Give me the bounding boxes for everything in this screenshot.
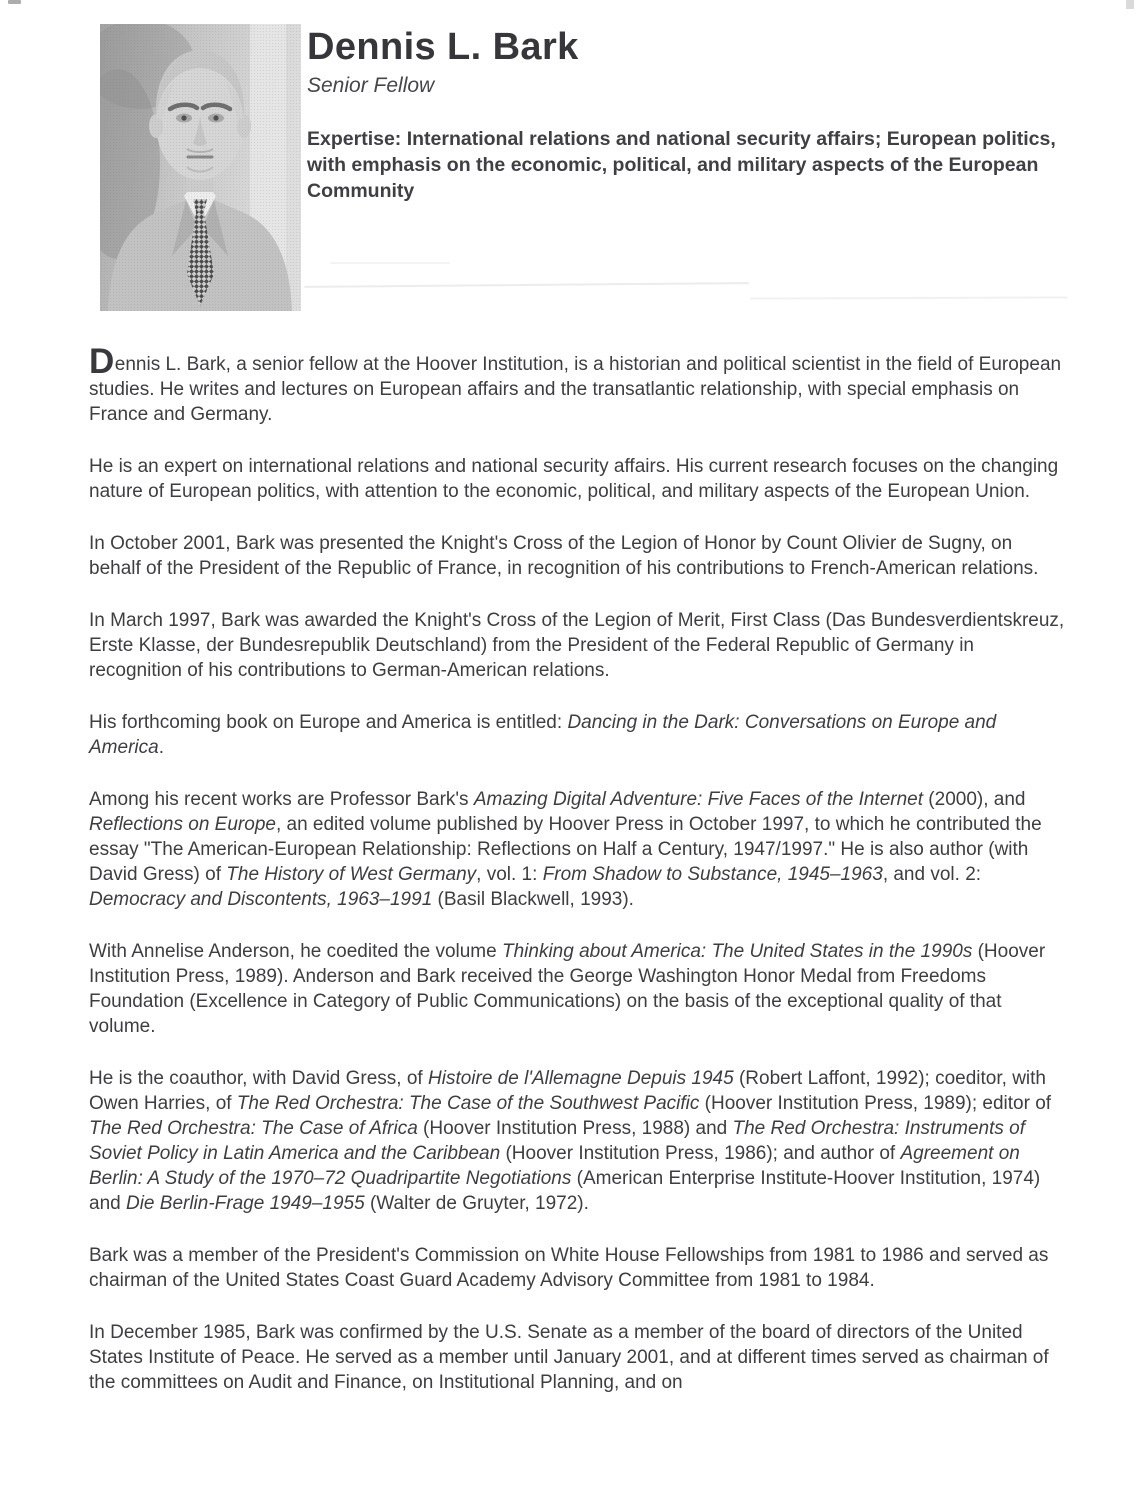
- bio-text-italic: Dancing in the Dark: Conversations on Europe and America: [89, 712, 997, 758]
- bio-paragraphs: [89, 342, 1067, 1395]
- scan-artifact: [1126, 0, 1134, 9]
- bio-text: Bark was a member of the President's Commission on White House Fellowships from 1981 to 1986 and served as chairman of the United States Coast Guard Academy Advisory Committee from 1981 to 1984.: [89, 1245, 1049, 1291]
- bio-text-italic: Histoire de l'Allemagne Depuis 1945: [428, 1068, 734, 1089]
- bio-text: (Hoover Institution Press, 1989). Anderson and Bark received the George Washington Honor Medal from Freedoms Foundation (Excellence in Category of Public Communications) on the basis of the exceptional quality of that volume.: [89, 941, 1046, 1037]
- bio-text-italic: The Red Orchestra: The Case of the Southwest Pacific: [236, 1093, 700, 1114]
- bio-text: (Hoover Institution Press, 1989); editor of: [699, 1093, 1052, 1114]
- bio-paragraph: [89, 710, 1067, 760]
- bio-text: , an edited volume published by Hoover Press in October 1997, to which he contributed the essay "The American-European Relationship: Reflections on Half a Century, 1947/1997." He is also author (with David Gress) of: [89, 814, 1042, 885]
- bio-text: He is the coauthor, with David Gress, of: [89, 1068, 428, 1089]
- bio-text-italic: Thinking about America: The United States in the 1990s: [501, 941, 973, 962]
- bio-text: In March 1997, Bark was awarded the Knight's Cross of the Legion of Merit, First Class (Das Bundesverdientskreuz, Erste Klasse, der Bundesrepublik Deutschland) from the President of the Federal Republic of Germany in recognition of his contributions to German-American relations.: [89, 610, 1065, 681]
- scan-streak: [330, 262, 450, 264]
- bio-text: , vol. 1:: [476, 864, 543, 885]
- bio-text: In December 1985, Bark was confirmed by the U.S. Senate as a member of the board of directors of the United States Institute of Peace. He served as a member until January 2001, and at different times served as chairman of the committees on Audit and Finance, on Institutional Planning, and on: [89, 1322, 1049, 1393]
- bio-text-italic: Agreement on Berlin: A Study of the 1970–72 Quadripartite Negotiations: [89, 1143, 1020, 1189]
- bio-text-italic: Amazing Digital Adventure: Five Faces of the Internet: [473, 789, 924, 810]
- bio-paragraph: [89, 342, 1067, 427]
- scan-artifact: [8, 0, 21, 4]
- bio-text-italic: The Red Orchestra: Instruments of Soviet Policy in Latin America and the Caribbean: [89, 1118, 1025, 1164]
- bio-text: (Basil Blackwell, 1993).: [432, 889, 634, 910]
- portrait-photo: [100, 24, 301, 311]
- person-title: Senior Fellow: [307, 74, 435, 97]
- bio-text: , and vol. 2:: [882, 864, 982, 885]
- bio-text: ennis L. Bark, a senior fellow at the Hoover Institution, is a historian and political scientist in the field of European studies. He writes and lectures on European affairs and the transatlantic relationship, with special emphasis on France and Germany.: [89, 354, 1062, 425]
- bio-text-italic: The History of West Germany: [226, 864, 477, 885]
- bio-text: With Annelise Anderson, he coedited the volume: [89, 941, 502, 962]
- bio-paragraph: [89, 1066, 1067, 1216]
- bio-text: (Walter de Gruyter, 1972).: [364, 1193, 589, 1214]
- scan-streak: [750, 296, 1068, 299]
- bio-paragraph: [89, 787, 1067, 912]
- bio-text: His forthcoming book on Europe and America is entitled:: [89, 712, 568, 733]
- bio-text: Among his recent works are Professor Bark's: [89, 789, 474, 810]
- dropcap-initial: D: [89, 342, 115, 381]
- expertise-text: Expertise: International relations and national security affairs; European politics, with emphasis on the economic, political, and military aspects of the European Community: [307, 128, 1056, 202]
- bio-text-italic: The Red Orchestra: The Case of Africa: [89, 1118, 418, 1139]
- bio-text: (Hoover Institution Press, 1988) and: [417, 1118, 733, 1139]
- scan-streak: [304, 282, 749, 288]
- person-name: Dennis L. Bark: [307, 26, 579, 68]
- bio-paragraph: [89, 1320, 1067, 1395]
- bio-text-italic: Die Berlin-Frage 1949–1955: [125, 1193, 365, 1214]
- bio-text: (2000), and: [923, 789, 1026, 810]
- bio-text-italic: Democracy and Discontents, 1963–1991: [89, 889, 433, 910]
- bio-text: .: [158, 737, 164, 758]
- bio-text: In October 2001, Bark was presented the Knight's Cross of the Legion of Honor by Count Olivier de Sugny, on behalf of the President of the Republic of France, in recognition of his contributions to French-American relations.: [89, 533, 1039, 579]
- bio-text-italic: Reflections on Europe: [89, 814, 276, 835]
- bio-text: (American Enterprise Institute-Hoover Institution, 1974) and: [89, 1168, 1041, 1214]
- bio-paragraph: [89, 608, 1067, 683]
- bio-paragraph: [89, 454, 1067, 504]
- bio-paragraph: [89, 1243, 1067, 1293]
- bio-text: (Hoover Institution Press, 1986); and author of: [500, 1143, 901, 1164]
- bio-paragraph: [89, 939, 1067, 1039]
- bio-text: (Robert Laffont, 1992); coeditor, with Owen Harries, of: [89, 1068, 1046, 1114]
- bio-text-italic: From Shadow to Substance, 1945–1963: [542, 864, 883, 885]
- bio-text: He is an expert on international relations and national security affairs. His current research focuses on the changing nature of European politics, with attention to the economic, political, and military aspects of the European Union.: [89, 456, 1059, 502]
- header-block: [307, 26, 1087, 204]
- bio-paragraph: [89, 531, 1067, 581]
